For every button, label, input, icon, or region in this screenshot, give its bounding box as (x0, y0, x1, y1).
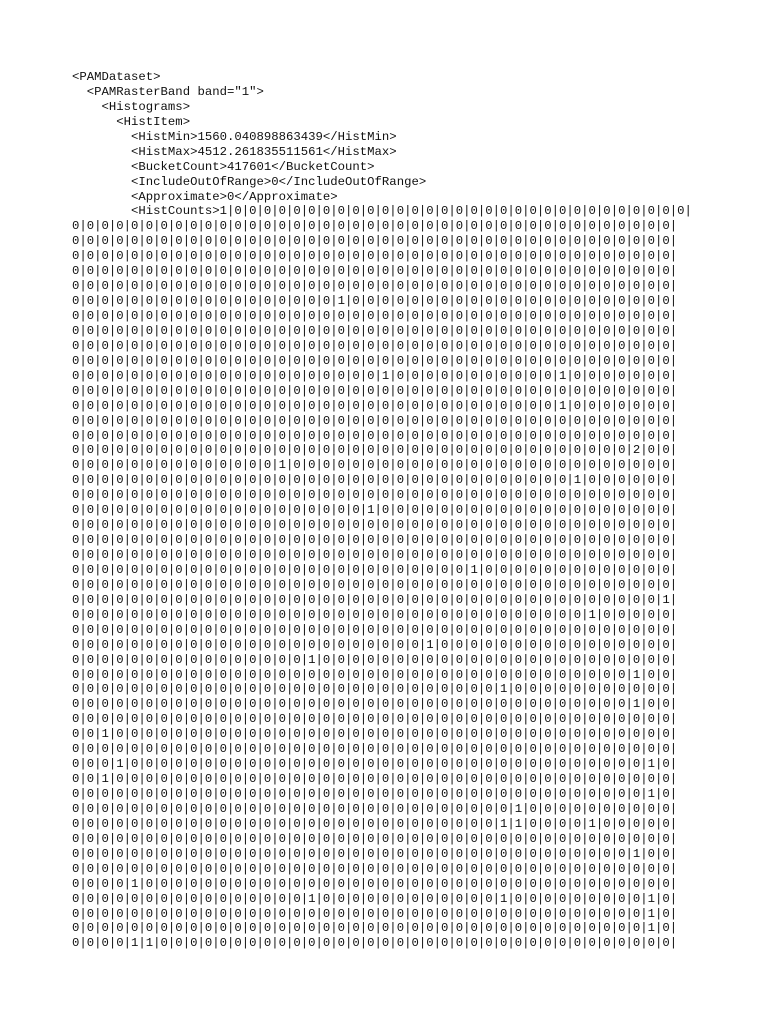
hist-counts-line: 0|0|0|0|0|0|0|0|0|0|0|0|0|0|0|0|0|0|0|0|0|0|0|0|0|0|0|0|0|1|0|0|0|0|0|0|0|0|0|0|0| (72, 682, 678, 697)
hist-counts-line: 0|0|0|0|0|0|0|0|0|0|0|0|0|0|0|0|0|0|0|0|0|0|0|0|0|0|0|0|0|0|0|0|0|0|0|0|0|0|0|0|0| (72, 518, 678, 533)
hist-counts-line: 0|0|0|0|1|1|0|0|0|0|0|0|0|0|0|0|0|0|0|0|0|0|0|0|0|0|0|0|0|0|0|0|0|0|0|0|0|0|0|0|0| (72, 936, 678, 951)
hist-counts-line: 0|0|0|0|1|0|0|0|0|0|0|0|0|0|0|0|0|0|0|0|0|0|0|0|0|0|0|0|0|0|0|0|0|0|0|0|0|0|0|0|0| (72, 876, 678, 891)
hist-counts-line: 0|0|0|0|0|0|0|0|0|0|0|0|0|0|0|0|0|0|0|0|0|0|0|0|0|0|0|0|0|0|1|0|0|0|0|0|0|0|0|0|0| (72, 801, 678, 816)
xml-header-line: <PAMRasterBand band="1"> (72, 84, 264, 99)
hist-counts-line: 0|0|0|0|0|0|0|0|0|0|0|0|0|0|0|0|0|0|0|0|0|0|0|0|0|0|0|0|0|0|0|0|0|0|1|0|0|0|0|0|0| (72, 473, 678, 488)
hist-counts-line: 0|0|0|0|0|0|0|0|0|0|0|0|0|0|0|0|0|0|0|0|0|0|0|0|0|0|0|0|0|0|0|0|0|0|0|0|0|0|0|0|0| (72, 234, 678, 249)
hist-counts-line: 0|0|0|0|0|0|0|0|0|0|0|0|0|0|0|0|0|0|0|0|0|0|0|0|0|0|0|0|0|0|0|0|0|0|0|0|0|0|0|0|0| (72, 712, 678, 727)
hist-counts-line: 0|0|0|0|0|0|0|0|0|0|0|0|0|0|0|0|0|0|0|0|0|0|0|0|0|0|0|1|0|0|0|0|0|0|0|0|0|0|0|0|0| (72, 562, 678, 577)
hist-counts-line: 0|0|0|0|0|0|0|0|0|0|0|0|0|0|0|0|0|0|0|0|0|0|0|0|0|0|0|0|0|0|0|0|0|0|0|0|0|0|0|0|0| (72, 279, 678, 294)
xml-header-line: <Approximate>0</Approximate> (72, 189, 338, 204)
xml-header-line: <HistCounts>1|0|0|0|0|0|0|0|0|0|0|0|0|0|0|0|0|0|0|0|0|0|0|0|0|0|0|0|0|0|0|0| (72, 204, 692, 219)
hist-counts-line: 0|0|0|0|0|0|0|0|0|0|0|0|0|0|0|0|1|0|0|0|0|0|0|0|0|0|0|0|0|1|0|0|0|0|0|0|0|0|0|1|0| (72, 891, 678, 906)
xml-header-line: <Histograms> (72, 99, 191, 114)
hist-counts-line: 0|0|0|0|0|0|0|0|0|0|0|0|0|0|0|0|0|0|0|0|0|0|0|0|0|0|0|0|0|0|0|0|0|0|0|0|0|0|0|1|0| (72, 921, 678, 936)
hist-counts-line: 0|0|0|0|0|0|0|0|0|0|0|0|0|0|0|0|0|0|0|0|0|0|0|0|0|0|0|0|0|0|0|0|0|0|0|0|0|0|0|0|0| (72, 383, 678, 398)
hist-counts-line: 0|0|0|0|0|0|0|0|0|0|0|0|0|0|0|0|0|0|0|0|1|0|0|0|0|0|0|0|0|0|0|0|0|0|0|0|0|0|0|0|0| (72, 503, 678, 518)
hist-counts-line: 0|0|0|0|0|0|0|0|0|0|0|0|0|0|0|0|0|0|0|0|0|0|0|0|0|0|0|0|0|0|0|0|0|0|0|0|0|0|0|0|0| (72, 577, 678, 592)
hist-counts-line: 0|0|0|0|0|0|0|0|0|0|0|0|0|0|0|0|0|0|0|0|0|0|0|0|0|0|0|0|0|0|0|0|0|0|0|0|0|0|0|0|0| (72, 219, 678, 234)
hist-counts-line: 0|0|0|0|0|0|0|0|0|0|0|0|0|0|0|0|0|0|0|0|0|0|0|0|0|0|0|0|0|0|0|0|0|1|0|0|0|0|0|0|0| (72, 398, 678, 413)
hist-counts-line: 0|0|0|0|0|0|0|0|0|0|0|0|0|0|0|0|0|0|0|0|0|0|0|0|0|0|0|0|0|0|0|0|0|0|0|0|0|0|1|0|0| (72, 667, 678, 682)
hist-counts-line: 0|0|0|0|0|0|0|0|0|0|0|0|0|0|0|0|0|0|0|0|0|1|0|0|0|0|0|0|0|0|0|0|0|1|0|0|0|0|0|0|0| (72, 368, 678, 383)
hist-counts-line: 0|0|0|0|0|0|0|0|0|0|0|0|0|0|0|0|0|0|0|0|0|0|0|0|0|0|0|0|0|0|0|0|0|0|0|0|0|0|0|0|0| (72, 831, 678, 846)
hist-counts-line: 0|0|0|0|0|0|0|0|0|0|0|0|0|0|0|0|0|0|0|0|0|0|0|0|0|0|0|0|0|0|0|0|0|0|0|0|0|0|1|0|0| (72, 846, 678, 861)
xml-header-line: <PAMDataset> (72, 70, 161, 84)
xml-header-line: <HistMax>4512.261835511561</HistMax> (72, 144, 397, 159)
hist-counts-line: 0|0|0|0|0|0|0|0|0|0|0|0|0|0|0|0|0|0|0|0|0|0|0|0|0|0|0|0|0|0|0|0|0|0|0|0|0|0|0|0|0| (72, 264, 678, 279)
hist-counts-line: 0|0|0|0|0|0|0|0|0|0|0|0|0|0|0|0|0|0|0|0|0|0|0|0|0|0|0|0|0|0|0|0|0|0|0|0|0|0|0|0|0| (72, 742, 678, 757)
hist-counts-line: 0|0|0|0|0|0|0|0|0|0|0|0|0|0|0|0|0|0|0|0|0|0|0|0|0|0|0|0|0|1|1|0|0|0|0|1|0|0|0|0|0| (72, 816, 678, 831)
hist-counts-line: 0|0|0|0|0|0|0|0|0|0|0|0|0|0|0|0|0|0|0|0|0|0|0|0|0|0|0|0|0|0|0|0|0|0|0|0|0|0|0|1|0| (72, 906, 678, 921)
hist-counts-line: 0|0|0|1|0|0|0|0|0|0|0|0|0|0|0|0|0|0|0|0|0|0|0|0|0|0|0|0|0|0|0|0|0|0|0|0|0|0|0|1|0| (72, 757, 678, 772)
hist-counts-line: 0|0|0|0|0|0|0|0|0|0|0|0|0|0|0|0|0|0|0|0|0|0|0|0|0|0|0|0|0|0|0|0|0|0|0|0|0|0|0|0|0| (72, 488, 678, 503)
hist-counts-line: 0|0|0|0|0|0|0|0|0|0|0|0|0|0|1|0|0|0|0|0|0|0|0|0|0|0|0|0|0|0|0|0|0|0|0|0|0|0|0|0|0| (72, 458, 678, 473)
hist-counts-line: 0|0|1|0|0|0|0|0|0|0|0|0|0|0|0|0|0|0|0|0|0|0|0|0|0|0|0|0|0|0|0|0|0|0|0|0|0|0|0|0|0| (72, 772, 678, 787)
hist-counts-line: 0|0|0|0|0|0|0|0|0|0|0|0|0|0|0|0|1|0|0|0|0|0|0|0|0|0|0|0|0|0|0|0|0|0|0|0|0|0|0|0|0| (72, 652, 678, 667)
hist-counts-line: 0|0|0|0|0|0|0|0|0|0|0|0|0|0|0|0|0|0|0|0|0|0|0|0|0|0|0|0|0|0|0|0|0|0|0|0|0|0|0|0|0| (72, 309, 678, 323)
hist-counts-line: 0|0|0|0|0|0|0|0|0|0|0|0|0|0|0|0|0|0|0|0|0|0|0|0|0|0|0|0|0|0|0|0|0|0|0|0|0|0|0|0|0| (72, 413, 678, 428)
hist-counts-line: 0|0|0|0|0|0|0|0|0|0|0|0|0|0|0|0|0|0|0|0|0|0|0|0|0|0|0|0|0|0|0|0|0|0|0|0|0|0|0|0|0| (72, 323, 678, 338)
hist-counts-line: 0|0|1|0|0|0|0|0|0|0|0|0|0|0|0|0|0|0|0|0|0|0|0|0|0|0|0|0|0|0|0|0|0|0|0|0|0|0|0|0|0| (72, 727, 678, 742)
hist-counts-line: 0|0|0|0|0|0|0|0|0|0|0|0|0|0|0|0|0|0|0|0|0|0|0|0|0|0|0|0|0|0|0|0|0|0|0|0|0|0|0|0|0| (72, 249, 678, 264)
hist-counts-line: 0|0|0|0|0|0|0|0|0|0|0|0|0|0|0|0|0|0|0|0|0|0|0|0|1|0|0|0|0|0|0|0|0|0|0|0|0|0|0|0|0| (72, 637, 678, 652)
hist-counts-line: 0|0|0|0|0|0|0|0|0|0|0|0|0|0|0|0|0|0|0|0|0|0|0|0|0|0|0|0|0|0|0|0|0|0|0|0|0|0|0|0|0| (72, 338, 678, 353)
hist-counts-line: 0|0|0|0|0|0|0|0|0|0|0|0|0|0|0|0|0|0|0|0|0|0|0|0|0|0|0|0|0|0|0|0|0|0|0|0|0|0|0|1|0| (72, 787, 678, 801)
hist-counts-line: 0|0|0|0|0|0|0|0|0|0|0|0|0|0|0|0|0|0|0|0|0|0|0|0|0|0|0|0|0|0|0|0|0|0|0|1|0|0|0|0|0| (72, 607, 678, 622)
xml-header-line: <HistMin>1560.040898863439</HistMin> (72, 129, 397, 144)
xml-header-line: <HistItem> (72, 114, 191, 129)
hist-counts-line: 0|0|0|0|0|0|0|0|0|0|0|0|0|0|0|0|0|0|0|0|0|0|0|0|0|0|0|0|0|0|0|0|0|0|0|0|0|0|0|0|0| (72, 353, 678, 368)
hist-counts-line: 0|0|0|0|0|0|0|0|0|0|0|0|0|0|0|0|0|0|0|0|0|0|0|0|0|0|0|0|0|0|0|0|0|0|0|0|0|0|0|0|0| (72, 548, 678, 562)
hist-counts-line: 0|0|0|0|0|0|0|0|0|0|0|0|0|0|0|0|0|0|0|0|0|0|0|0|0|0|0|0|0|0|0|0|0|0|0|0|0|0|0|0|0| (72, 622, 678, 637)
xml-header-line: <IncludeOutOfRange>0</IncludeOutOfRange> (72, 174, 427, 189)
xml-header-line: <BucketCount>417601</BucketCount> (72, 159, 375, 174)
hist-counts-line: 0|0|0|0|0|0|0|0|0|0|0|0|0|0|0|0|0|0|0|0|0|0|0|0|0|0|0|0|0|0|0|0|0|0|0|0|0|0|0|0|0| (72, 533, 678, 548)
hist-counts-line: 0|0|0|0|0|0|0|0|0|0|0|0|0|0|0|0|0|0|0|0|0|0|0|0|0|0|0|0|0|0|0|0|0|0|0|0|0|0|2|0|0| (72, 443, 678, 458)
hist-counts-line: 0|0|0|0|0|0|0|0|0|0|0|0|0|0|0|0|0|0|0|0|0|0|0|0|0|0|0|0|0|0|0|0|0|0|0|0|0|0|0|0|0| (72, 861, 678, 876)
hist-counts-line: 0|0|0|0|0|0|0|0|0|0|0|0|0|0|0|0|0|0|0|0|0|0|0|0|0|0|0|0|0|0|0|0|0|0|0|0|0|0|0|0|1| (72, 592, 678, 607)
hist-counts-line: 0|0|0|0|0|0|0|0|0|0|0|0|0|0|0|0|0|0|0|0|0|0|0|0|0|0|0|0|0|0|0|0|0|0|0|0|0|0|1|0|0| (72, 697, 678, 712)
xml-document (72, 70, 712, 951)
hist-counts-line: 0|0|0|0|0|0|0|0|0|0|0|0|0|0|0|0|0|0|0|0|0|0|0|0|0|0|0|0|0|0|0|0|0|0|0|0|0|0|0|0|0| (72, 428, 678, 443)
hist-counts-line: 0|0|0|0|0|0|0|0|0|0|0|0|0|0|0|0|0|0|1|0|0|0|0|0|0|0|0|0|0|0|0|0|0|0|0|0|0|0|0|0|0| (72, 294, 678, 309)
